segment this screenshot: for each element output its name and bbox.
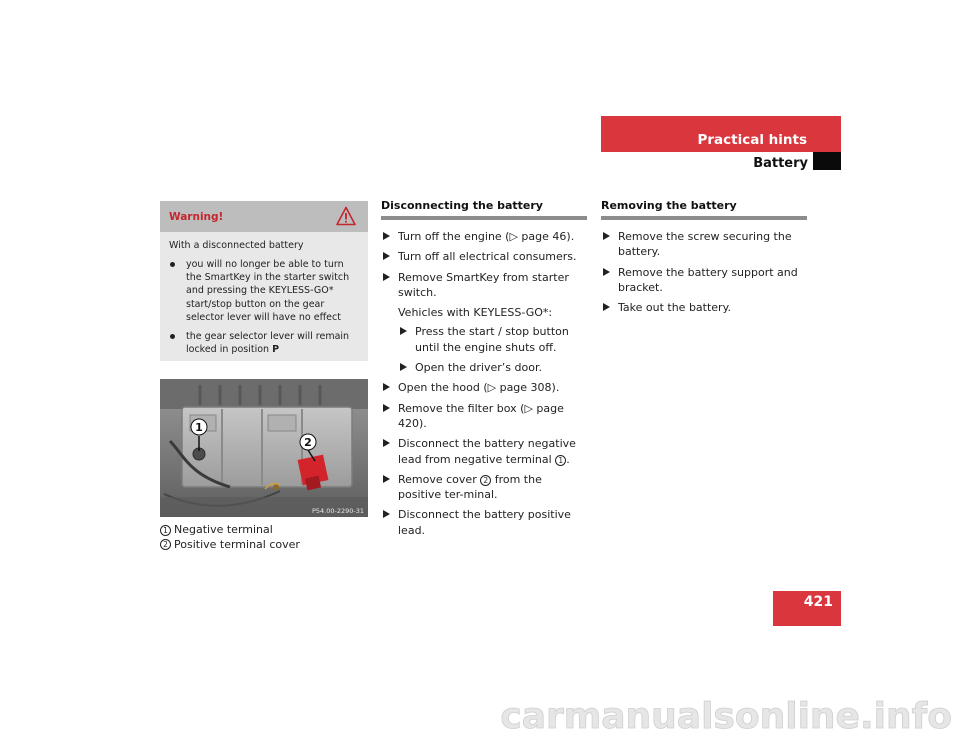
step-item: Turn off the engine (▷ page 46). (381, 229, 587, 244)
watermark-text: carmanualsonline.info (500, 696, 952, 737)
warning-header (160, 201, 368, 232)
callout-2: 2 (304, 436, 312, 449)
warning-box (160, 201, 368, 361)
battery-photo (160, 379, 368, 517)
section-rule (381, 216, 587, 220)
page-number: 421 (803, 594, 833, 610)
figure-legend (160, 523, 300, 552)
step-item: Remove the battery support and bracket. (601, 265, 807, 296)
warning-list (169, 258, 361, 362)
header-marker (813, 152, 841, 170)
warning-title: Warning! (169, 211, 224, 223)
section-title: Practical hints (697, 132, 807, 148)
section-heading: Removing the battery (601, 199, 737, 212)
removing-steps (601, 229, 807, 315)
warning-intro: With a disconnected battery (169, 240, 304, 251)
sub-step-item: Open the driver’s door. (381, 360, 587, 375)
header-banner (601, 116, 841, 152)
section-rule (601, 216, 807, 220)
step-item: Disconnect the battery negative lead from negative terminal 1 . (381, 436, 587, 467)
step-item: Disconnect the battery positive lead. (381, 507, 587, 538)
legend-row (160, 538, 300, 553)
step-item: Turn off all electrical consumers. (381, 249, 587, 264)
step-item: Remove the screw securing the battery. (601, 229, 807, 260)
inline-callout: 1 (555, 455, 566, 466)
page-subtitle: Battery (753, 156, 808, 171)
watermark (500, 680, 960, 742)
legend-number: 1 (160, 525, 171, 536)
inline-callout: 2 (480, 475, 491, 486)
gear-position: P (272, 344, 280, 356)
step-item: Take out the battery. (601, 300, 807, 315)
legend-number: 2 (160, 539, 171, 550)
step-item: Remove cover 2 from the positive ter-minal. (381, 472, 587, 503)
section-heading: Disconnecting the battery (381, 199, 543, 212)
figure-code: P54.00-2290-31 (311, 507, 364, 515)
disconnect-section (381, 199, 587, 543)
warning-triangle-icon (336, 206, 356, 226)
callout-1: 1 (195, 421, 203, 434)
legend-row (160, 523, 300, 538)
page-number-box (773, 591, 841, 626)
step-note: Vehicles with KEYLESS-GO*: (398, 306, 553, 320)
legend-text: Positive terminal cover (174, 537, 300, 551)
step-item: Remove the filter box (▷ page 420). (381, 401, 587, 432)
sub-step-item: Press the start / stop button until the engine shuts off. (381, 324, 587, 355)
step-item: Open the hood (▷ page 308). (381, 380, 587, 395)
warning-item: the gear selector lever will remain locked in position P (169, 330, 361, 356)
step-item: Remove SmartKey from starter switch. (381, 270, 587, 301)
legend-text: Negative terminal (174, 523, 273, 536)
disconnect-steps (381, 229, 587, 538)
removing-section (601, 199, 807, 320)
warning-item: you will no longer be able to turn the SmartKey in the starter switch and pressing the KEYLESS-GO* start/stop button on the gear selector lever will have no effect (169, 258, 361, 324)
